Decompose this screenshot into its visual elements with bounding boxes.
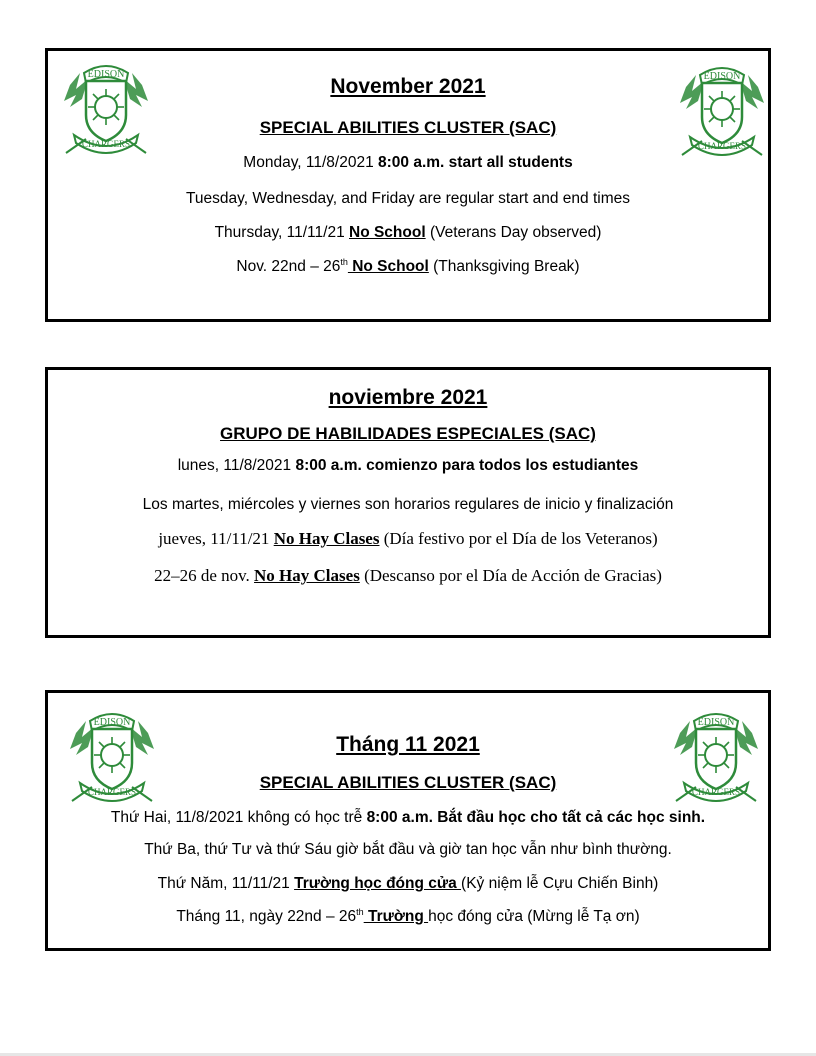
english-line-veterans: [48, 224, 768, 242]
edison-crest-icon: [56, 55, 156, 159]
logo-top-text: EDISON: [697, 717, 735, 728]
spanish-no-hay-clases: No Hay Clases: [273, 529, 380, 548]
english-no-school-2: No School: [347, 258, 429, 276]
vietnamese-line-veterans: [48, 875, 768, 893]
spanish-line-veteranos: [48, 529, 768, 549]
english-veterans-note: (Veterans Day observed): [425, 224, 602, 241]
spanish-nov-dates: 22–26 de nov.: [154, 566, 255, 585]
english-thanksgiving-note: (Thanksgiving Break): [428, 258, 580, 276]
spanish-gracias-note: (Descanso por el Día de Acción de Gracias): [359, 566, 662, 585]
english-notice-box: [45, 48, 771, 322]
english-monday-date: Monday, 11/8/2021: [243, 154, 379, 171]
vietnamese-thanksgiving-note: học đóng cửa (Mừng lễ Tạ ơn): [428, 908, 640, 926]
vietnamese-notice-box: [45, 690, 771, 951]
vietnamese-thu-hai-start: 8:00 a.m. Bắt đầu học cho tất cả các học sinh.: [366, 809, 706, 826]
vietnamese-line-thu-hai: [48, 809, 768, 827]
vietnamese-truong-hoc-dong-cua: Trường học đóng cửa: [294, 875, 462, 892]
spanish-jueves-date: jueves, 11/11/21: [158, 529, 274, 548]
vietnamese-line-thanksgiving: [48, 907, 768, 926]
logo-top-text: EDISON: [703, 71, 741, 82]
vietnamese-th-sup: th: [356, 907, 364, 917]
english-subtitle: SPECIAL ABILITIES CLUSTER (SAC): [259, 118, 557, 137]
english-th-sup: th: [340, 257, 348, 267]
logo-bottom-text: CHARGERS: [691, 787, 741, 797]
english-line-thanksgiving: [48, 257, 768, 276]
spanish-line-lunes: [48, 457, 768, 475]
logo-top-text: EDISON: [93, 717, 131, 728]
english-nov-dates: Nov. 22nd – 26: [236, 258, 341, 276]
english-line-monday: [48, 154, 768, 172]
vietnamese-thu-nam-date: Thứ Năm, 11/11/21: [157, 875, 295, 892]
vietnamese-veterans-note: (Kỷ niệm lễ Cựu Chiến Binh): [461, 875, 659, 892]
spanish-line-gracias: [48, 566, 768, 586]
spanish-lunes-date: lunes, 11/8/2021: [177, 457, 296, 474]
spanish-lunes-start: 8:00 a.m. comienzo para todos los estudiantes: [295, 457, 639, 474]
spanish-notice-box: [45, 367, 771, 638]
spanish-line-regular: Los martes, miércoles y viernes son horarios regulares de inicio y finalización: [142, 496, 674, 513]
edison-crest-icon: [672, 57, 772, 161]
logo-top-text: EDISON: [87, 69, 125, 80]
edison-chargers-logo-right: [672, 57, 772, 161]
vietnamese-line-regular: Thứ Ba, thứ Tư và thứ Sáu giờ bắt đầu và giờ tan học vẫn như bình thường.: [144, 841, 672, 858]
spanish-no-hay-clases-2: No Hay Clases: [254, 566, 360, 585]
edison-chargers-logo-left: [56, 55, 156, 159]
vietnamese-truong: Trường: [363, 908, 429, 926]
spanish-title: noviembre 2021: [328, 386, 488, 409]
vietnamese-subtitle: SPECIAL ABILITIES CLUSTER (SAC): [259, 773, 557, 792]
logo-bottom-text: CHARGERS: [81, 139, 131, 149]
vietnamese-thu-hai-date: Thứ Hai, 11/8/2021 không có học trễ: [110, 809, 367, 826]
english-monday-start: 8:00 a.m. start all students: [378, 154, 573, 171]
spanish-veteranos-note: (Día festivo por el Día de los Veteranos): [379, 529, 658, 548]
english-thursday-date: Thursday, 11/11/21: [214, 224, 349, 241]
logo-bottom-text: CHARGERS: [87, 787, 137, 797]
vietnamese-nov-dates: Tháng 11, ngày 22nd – 26: [176, 908, 357, 926]
english-title: November 2021: [330, 75, 486, 98]
logo-bottom-text: CHARGERS: [697, 141, 747, 151]
english-no-school: No School: [349, 224, 426, 241]
spanish-subtitle: GRUPO DE HABILIDADES ESPECIALES (SAC): [220, 424, 596, 443]
vietnamese-title: Tháng 11 2021: [336, 733, 480, 756]
english-line-regular: Tuesday, Wednesday, and Friday are regular start and end times: [186, 190, 630, 207]
